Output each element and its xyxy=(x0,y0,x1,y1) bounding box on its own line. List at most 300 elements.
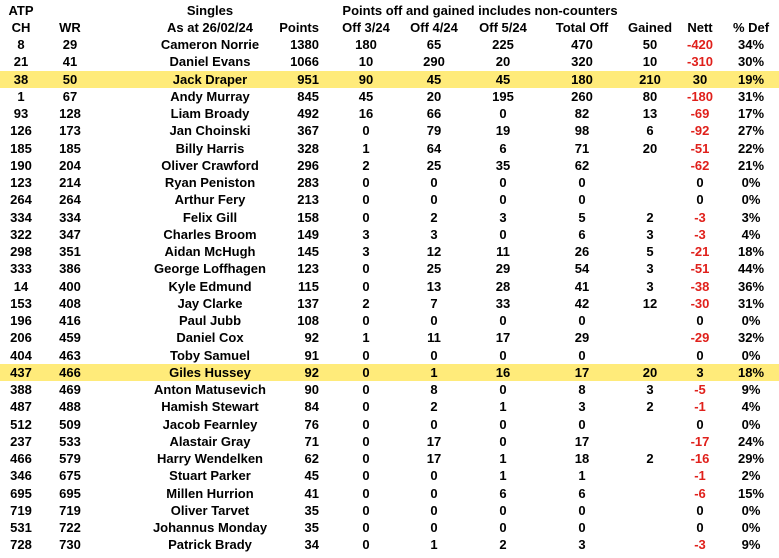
cell-atp-ch: 8 xyxy=(17,37,25,52)
cell-total-off: 0 xyxy=(578,416,586,432)
cell-total-off: 0 xyxy=(578,192,586,208)
cell-atp-ch: 123 xyxy=(10,175,32,190)
cell-atp-ch: 728 xyxy=(10,537,32,553)
cell-nett: -5 xyxy=(694,382,706,397)
cell-atp-ch: 126 xyxy=(10,123,32,139)
cell-points: 1066 xyxy=(290,54,319,70)
cell-off-3: 11 xyxy=(496,244,510,259)
cell-player-name: Jan Choinski xyxy=(169,123,251,139)
cell-player-name: Hamish Stewart xyxy=(161,399,259,415)
cell-total-off: 3 xyxy=(578,537,586,553)
cell-total-off: 17 xyxy=(574,433,590,449)
cell-wr: 351 xyxy=(59,244,81,259)
cell-off-3: 0 xyxy=(499,416,507,432)
cell-off-2: 290 xyxy=(423,54,445,70)
cell-wr: 466 xyxy=(59,364,81,380)
cell-wr: 408 xyxy=(59,295,81,311)
cell-pct-def: 22% xyxy=(737,140,765,156)
cell-gained: 20 xyxy=(642,364,658,380)
cell-wr: 185 xyxy=(59,140,81,156)
header-off-2: Off 4/24 xyxy=(410,20,458,35)
cell-total-off: 8 xyxy=(578,382,586,397)
cell-points: 158 xyxy=(297,209,319,225)
cell-pct-def: 18% xyxy=(737,364,765,380)
cell-player-name: Millen Hurrion xyxy=(166,485,254,501)
cell-points: 62 xyxy=(304,451,319,466)
cell-player-name: Aidan McHugh xyxy=(164,244,256,259)
cell-nett: -3 xyxy=(694,209,706,225)
cell-points: 91 xyxy=(304,347,319,363)
cell-off-2: 20 xyxy=(426,88,442,104)
cell-nett: -16 xyxy=(690,451,710,466)
cell-off-2: 0 xyxy=(430,485,438,501)
cell-total-off: 320 xyxy=(571,54,593,70)
cell-off-1: 0 xyxy=(362,485,370,501)
table-row xyxy=(0,243,779,260)
cell-wr: 675 xyxy=(59,468,81,484)
cell-gained: 5 xyxy=(646,244,654,259)
cell-off-3: 0 xyxy=(499,106,507,121)
cell-off-2: 17 xyxy=(426,433,442,449)
cell-off-2: 0 xyxy=(430,347,438,363)
cell-atp-ch: 404 xyxy=(10,347,32,363)
cell-atp-ch: 512 xyxy=(10,416,32,432)
cell-off-2: 66 xyxy=(426,106,442,121)
cell-off-2: 3 xyxy=(430,226,438,242)
header-gained: Gained xyxy=(627,20,673,35)
cell-pct-def: 9% xyxy=(741,382,761,397)
table-row xyxy=(0,36,779,53)
cell-off-3: 0 xyxy=(499,520,507,535)
cell-points: 71 xyxy=(304,433,319,449)
cell-total-off: 0 xyxy=(578,313,586,328)
cell-gained: 50 xyxy=(642,37,658,52)
cell-gained: 2 xyxy=(646,399,654,415)
table-row xyxy=(0,88,779,105)
cell-off-3: 1 xyxy=(499,451,507,466)
cell-atp-ch: 185 xyxy=(10,140,32,156)
cell-gained: 3 xyxy=(646,278,654,294)
cell-player-name: Charles Broom xyxy=(163,226,257,242)
cell-player-name: Johannus Monday xyxy=(152,520,268,535)
table-row-highlighted xyxy=(0,71,779,88)
cell-off-2: 13 xyxy=(426,278,442,294)
cell-off-3: 16 xyxy=(495,364,511,380)
cell-total-off: 62 xyxy=(574,157,590,173)
table-row xyxy=(0,260,779,277)
cell-points: 84 xyxy=(304,399,319,415)
cell-off-1: 0 xyxy=(362,468,370,484)
cell-gained: 6 xyxy=(646,123,654,139)
cell-total-off: 0 xyxy=(578,347,586,363)
cell-wr: 719 xyxy=(59,502,81,518)
cell-off-1: 16 xyxy=(358,106,374,121)
player-table-body xyxy=(0,36,779,554)
cell-points: 35 xyxy=(304,520,319,535)
cell-total-off: 3 xyxy=(578,399,586,415)
cell-points: 115 xyxy=(298,278,319,294)
cell-player-name: Liam Broady xyxy=(170,106,250,121)
cell-total-off: 98 xyxy=(574,123,590,139)
table-row xyxy=(0,191,779,208)
cell-nett: 0 xyxy=(696,347,704,363)
cell-nett: -420 xyxy=(686,37,714,52)
table-row xyxy=(0,140,779,157)
cell-off-1: 180 xyxy=(355,37,377,52)
cell-wr: 347 xyxy=(59,226,81,242)
cell-off-3: 45 xyxy=(495,71,511,87)
cell-off-1: 0 xyxy=(362,123,370,139)
cell-player-name: Kyle Edmund xyxy=(168,278,252,294)
cell-points: 41 xyxy=(304,485,319,501)
cell-off-2: 1 xyxy=(430,537,438,553)
cell-off-1: 1 xyxy=(362,330,370,346)
cell-nett: 0 xyxy=(696,416,704,432)
cell-pct-def: 0% xyxy=(741,313,761,328)
cell-pct-def: 31% xyxy=(737,295,765,311)
cell-player-name: Billy Harris xyxy=(175,140,245,156)
cell-off-2: 12 xyxy=(426,244,442,259)
cell-atp-ch: 93 xyxy=(13,106,29,121)
cell-gained: 2 xyxy=(646,451,654,466)
table-row xyxy=(0,105,779,122)
cell-off-3: 195 xyxy=(492,88,514,104)
cell-atp-ch: 196 xyxy=(10,313,32,328)
cell-player-name: Oliver Crawford xyxy=(161,157,259,173)
cell-off-1: 0 xyxy=(362,399,370,415)
cell-off-2: 65 xyxy=(426,37,442,52)
cell-off-2: 64 xyxy=(426,140,442,156)
cell-nett: -30 xyxy=(690,295,710,311)
cell-nett: -3 xyxy=(694,226,706,242)
cell-total-off: 29 xyxy=(574,330,590,346)
cell-points: 283 xyxy=(297,175,319,190)
cell-points: 328 xyxy=(297,140,319,156)
cell-atp-ch: 487 xyxy=(10,399,32,415)
cell-gained: 20 xyxy=(642,140,658,156)
cell-player-name: Jay Clarke xyxy=(177,295,243,311)
table-row xyxy=(0,329,779,346)
cell-points: 845 xyxy=(297,88,319,104)
cell-pct-def: 0% xyxy=(741,416,761,432)
cell-off-1: 2 xyxy=(362,295,370,311)
cell-atp-ch: 264 xyxy=(10,192,32,208)
table-row xyxy=(0,450,779,467)
cell-total-off: 6 xyxy=(578,226,586,242)
cell-points: 951 xyxy=(297,71,319,87)
cell-points: 76 xyxy=(304,416,319,432)
cell-off-2: 11 xyxy=(427,330,441,346)
cell-atp-ch: 531 xyxy=(10,520,32,535)
cell-player-name: Jack Draper xyxy=(172,71,248,87)
cell-atp-ch: 237 xyxy=(10,433,32,449)
cell-wr: 730 xyxy=(59,537,81,553)
cell-off-2: 0 xyxy=(430,313,438,328)
cell-total-off: 0 xyxy=(578,175,586,190)
cell-off-2: 8 xyxy=(430,382,438,397)
cell-off-3: 17 xyxy=(495,330,511,346)
cell-nett: 0 xyxy=(696,313,704,328)
cell-atp-ch: 334 xyxy=(10,209,32,225)
cell-pct-def: 19% xyxy=(737,71,765,87)
cell-pct-def: 21% xyxy=(737,157,765,173)
cell-atp-ch: 388 xyxy=(10,382,32,397)
cell-gained: 3 xyxy=(646,382,654,397)
cell-atp-ch: 153 xyxy=(10,295,32,311)
table-row xyxy=(0,278,779,295)
cell-nett: -3 xyxy=(694,537,706,553)
cell-wr: 67 xyxy=(62,88,78,104)
cell-pct-def: 32% xyxy=(737,330,765,346)
cell-pct-def: 36% xyxy=(737,278,765,294)
cell-pct-def: 0% xyxy=(741,520,761,535)
cell-atp-ch: 190 xyxy=(10,157,32,173)
cell-total-off: 18 xyxy=(574,451,590,466)
cell-off-2: 0 xyxy=(430,192,438,208)
cell-off-3: 20 xyxy=(495,54,511,70)
cell-pct-def: 30% xyxy=(737,54,765,70)
cell-gained: 3 xyxy=(646,226,654,242)
table-row xyxy=(0,347,779,364)
cell-off-1: 3 xyxy=(362,226,370,242)
cell-player-name: Stuart Parker xyxy=(169,468,251,484)
cell-off-2: 2 xyxy=(430,399,438,415)
cell-wr: 579 xyxy=(59,451,81,466)
table-row xyxy=(0,122,779,139)
cell-off-1: 0 xyxy=(362,433,370,449)
cell-points: 34 xyxy=(304,537,319,553)
cell-atp-ch: 466 xyxy=(10,451,32,466)
cell-off-2: 7 xyxy=(430,295,438,311)
header-off-3: Off 5/24 xyxy=(479,20,527,35)
cell-atp-ch: 38 xyxy=(13,71,29,87)
cell-points: 145 xyxy=(297,244,319,259)
cell-off-3: 6 xyxy=(499,485,507,501)
cell-wr: 533 xyxy=(59,433,81,449)
cell-off-1: 0 xyxy=(362,537,370,553)
cell-atp-ch: 206 xyxy=(10,330,32,346)
cell-gained: 80 xyxy=(642,88,658,104)
cell-player-name: Oliver Tarvet xyxy=(170,502,250,518)
cell-points: 35 xyxy=(304,502,319,518)
cell-off-1: 45 xyxy=(358,88,374,104)
cell-gained: 13 xyxy=(642,106,658,121)
header-wr: WR xyxy=(59,20,81,35)
cell-off-3: 2 xyxy=(499,537,507,553)
table-row xyxy=(0,53,779,70)
cell-atp-ch: 298 xyxy=(10,244,32,259)
header-total-off: Total Off xyxy=(555,20,609,35)
cell-pct-def: 34% xyxy=(737,37,765,52)
header-row-1 xyxy=(0,2,779,19)
cell-points: 149 xyxy=(297,226,319,242)
cell-off-1: 2 xyxy=(362,157,370,173)
cell-atp-ch: 1 xyxy=(17,88,25,104)
cell-pct-def: 24% xyxy=(737,433,765,449)
cell-atp-ch: 346 xyxy=(10,468,32,484)
cell-off-1: 90 xyxy=(358,71,374,87)
cell-off-3: 0 xyxy=(499,192,507,208)
cell-off-3: 0 xyxy=(499,433,507,449)
cell-player-name: Ryan Peniston xyxy=(164,175,256,190)
table-row xyxy=(0,157,779,174)
cell-wr: 204 xyxy=(59,157,81,173)
cell-player-name: George Loffhagen xyxy=(154,261,266,277)
cell-pct-def: 0% xyxy=(741,347,761,363)
table-row xyxy=(0,485,779,502)
cell-pct-def: 18% xyxy=(737,244,765,259)
table-row xyxy=(0,433,779,450)
table-row xyxy=(0,467,779,484)
header-atp: ATP xyxy=(8,3,34,18)
cell-pct-def: 0% xyxy=(741,175,761,190)
cell-nett: 0 xyxy=(696,175,704,190)
cell-total-off: 82 xyxy=(574,106,590,121)
cell-off-3: 1 xyxy=(499,468,507,484)
cell-player-name: Daniel Cox xyxy=(176,330,244,346)
cell-atp-ch: 695 xyxy=(10,485,32,501)
cell-total-off: 0 xyxy=(578,520,586,535)
header-points: Points xyxy=(279,20,319,35)
header-as-at: As at 26/02/24 xyxy=(166,20,253,35)
cell-off-3: 0 xyxy=(499,502,507,518)
cell-atp-ch: 14 xyxy=(13,278,29,294)
cell-wr: 459 xyxy=(59,330,81,346)
cell-off-2: 25 xyxy=(426,157,442,173)
cell-pct-def: 44% xyxy=(737,261,765,277)
table-row xyxy=(0,398,779,415)
cell-wr: 463 xyxy=(59,347,81,363)
cell-off-3: 0 xyxy=(499,175,507,190)
cell-total-off: 180 xyxy=(571,71,593,87)
cell-total-off: 42 xyxy=(574,295,590,311)
cell-off-3: 0 xyxy=(499,382,507,397)
cell-total-off: 26 xyxy=(574,244,590,259)
cell-points: 213 xyxy=(297,192,319,208)
cell-nett: -69 xyxy=(690,106,710,121)
cell-nett: -38 xyxy=(690,278,710,294)
cell-off-2: 0 xyxy=(430,468,438,484)
cell-points: 90 xyxy=(304,382,319,397)
cell-player-name: Giles Hussey xyxy=(169,364,251,380)
cell-off-3: 0 xyxy=(499,226,507,242)
cell-wr: 29 xyxy=(62,37,78,52)
cell-total-off: 71 xyxy=(574,140,590,156)
cell-points: 123 xyxy=(297,261,319,277)
cell-points: 492 xyxy=(297,106,319,121)
cell-total-off: 260 xyxy=(571,88,593,104)
cell-player-name: Toby Samuel xyxy=(170,347,250,363)
cell-points: 92 xyxy=(304,330,319,346)
cell-points: 1380 xyxy=(290,37,319,52)
cell-wr: 128 xyxy=(59,106,81,121)
cell-pct-def: 0% xyxy=(741,192,761,208)
table-row xyxy=(0,536,779,553)
cell-nett: -1 xyxy=(694,468,706,484)
cell-off-3: 0 xyxy=(499,313,507,328)
cell-points: 296 xyxy=(297,157,319,173)
cell-nett: -21 xyxy=(690,244,710,259)
cell-off-1: 0 xyxy=(362,502,370,518)
cell-total-off: 54 xyxy=(574,261,590,277)
cell-off-3: 35 xyxy=(495,157,511,173)
cell-off-1: 10 xyxy=(358,54,374,70)
cell-nett: -51 xyxy=(690,140,710,156)
cell-off-1: 0 xyxy=(362,175,370,190)
cell-off-1: 0 xyxy=(362,313,370,328)
cell-wr: 400 xyxy=(59,278,81,294)
cell-pct-def: 31% xyxy=(737,88,765,104)
cell-nett: 0 xyxy=(696,520,704,535)
table-row xyxy=(0,381,779,398)
table-row xyxy=(0,312,779,329)
cell-wr: 695 xyxy=(59,485,81,501)
header-pct-def: % Def xyxy=(732,20,770,35)
cell-player-name: Andy Murray xyxy=(170,88,250,104)
cell-wr: 50 xyxy=(62,71,78,87)
cell-nett: 0 xyxy=(696,502,704,518)
table-row xyxy=(0,209,779,226)
cell-off-2: 1 xyxy=(430,364,438,380)
header-off-1: Off 3/24 xyxy=(342,20,390,35)
cell-wr: 173 xyxy=(59,123,81,139)
cell-off-1: 0 xyxy=(362,451,370,466)
cell-nett: 0 xyxy=(696,192,704,208)
cell-off-1: 0 xyxy=(362,261,370,277)
cell-atp-ch: 437 xyxy=(10,364,32,380)
cell-pct-def: 27% xyxy=(737,123,765,139)
cell-off-2: 79 xyxy=(426,123,442,139)
cell-points: 108 xyxy=(297,313,319,328)
cell-wr: 334 xyxy=(59,209,81,225)
cell-total-off: 0 xyxy=(578,502,586,518)
cell-pct-def: 2% xyxy=(741,468,761,484)
cell-wr: 264 xyxy=(59,192,81,208)
cell-player-name: Alastair Gray xyxy=(169,433,251,449)
header-points-note: Points off and gained includes non-counters xyxy=(342,3,618,18)
cell-player-name: Cameron Norrie xyxy=(160,37,260,52)
cell-nett: -6 xyxy=(694,485,706,501)
cell-points: 367 xyxy=(297,123,319,139)
cell-off-3: 3 xyxy=(499,209,507,225)
cell-nett: -62 xyxy=(690,157,710,173)
cell-player-name: Daniel Evans xyxy=(169,54,251,70)
cell-total-off: 41 xyxy=(574,278,590,294)
table-row xyxy=(0,226,779,243)
cell-nett: -51 xyxy=(690,261,710,277)
cell-wr: 488 xyxy=(59,399,81,415)
table-row-highlighted xyxy=(0,364,779,381)
cell-nett: -29 xyxy=(690,330,710,346)
cell-wr: 469 xyxy=(59,382,81,397)
table-row xyxy=(0,502,779,519)
cell-off-2: 25 xyxy=(426,261,442,277)
cell-off-2: 0 xyxy=(430,520,438,535)
cell-pct-def: 0% xyxy=(741,502,761,518)
cell-total-off: 6 xyxy=(578,485,586,501)
cell-pct-def: 15% xyxy=(737,485,765,501)
cell-player-name: Jacob Fearnley xyxy=(162,416,258,432)
cell-off-2: 2 xyxy=(430,209,438,225)
cell-off-3: 225 xyxy=(492,37,514,52)
cell-gained: 3 xyxy=(646,261,654,277)
cell-atp-ch: 719 xyxy=(10,502,32,518)
cell-nett: -310 xyxy=(686,54,714,70)
table-row xyxy=(0,295,779,312)
cell-nett: 30 xyxy=(692,71,708,87)
cell-atp-ch: 322 xyxy=(10,226,32,242)
cell-off-1: 3 xyxy=(362,244,370,259)
